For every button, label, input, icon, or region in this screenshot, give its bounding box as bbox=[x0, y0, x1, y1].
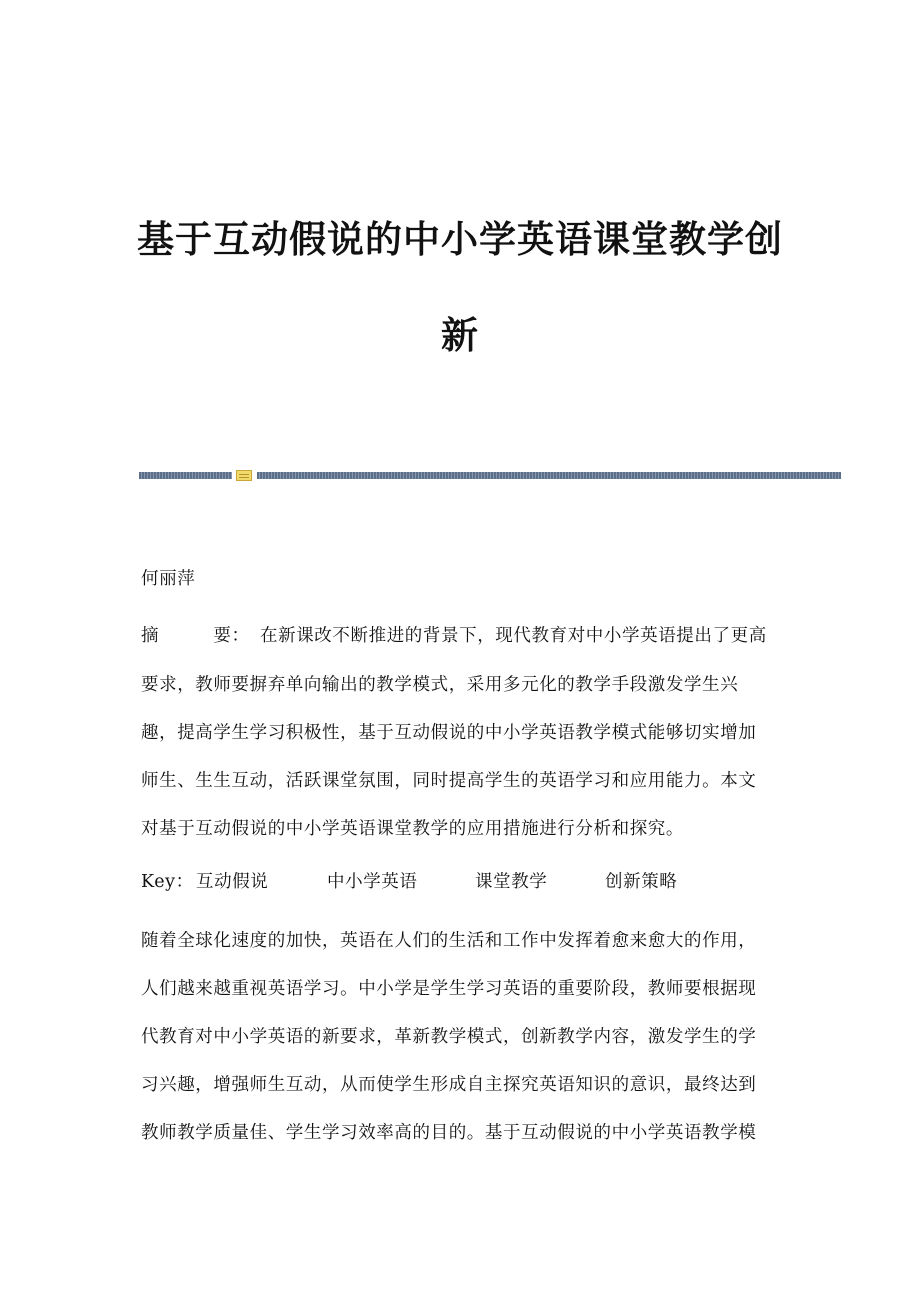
divider-bar-left bbox=[139, 472, 232, 479]
keyword: 互动假说 bbox=[196, 872, 269, 892]
author-name: 何丽萍 bbox=[141, 569, 196, 589]
abstract-line: 对基于互动假说的中小学英语课堂教学的应用措施进行分析和探究。 bbox=[141, 819, 684, 839]
abstract-line: 在新课改不断推进的背景下，现代教育对中小学英语提出了更高 bbox=[260, 626, 767, 646]
title-divider bbox=[139, 470, 841, 482]
body-line: 随着全球化速度的加快，英语在人们的生活和工作中发挥着愈来愈大的作用， bbox=[141, 931, 757, 951]
body-line: 代教育对中小学英语的新要求，革新教学模式，创新教学内容，激发学生的学 bbox=[141, 1027, 757, 1047]
document-title-line-1: 基于互动假说的中小学英语课堂教学创 bbox=[137, 218, 783, 261]
body-line: 习兴趣，增强师生互动，从而使学生形成自主探究英语知识的意识，最终达到 bbox=[141, 1075, 757, 1095]
body-line: 教师教学质量佳、学生学习效率高的目的。基于互动假说的中小学英语教学模 bbox=[141, 1123, 757, 1143]
abstract-line: 要求，教师要摒弃单向输出的教学模式，采用多元化的教学手段激发学生兴 bbox=[141, 675, 739, 695]
divider-bar-right bbox=[257, 472, 841, 479]
keyword: 课堂教学 bbox=[475, 872, 548, 892]
abstract-line: 师生、生生互动，活跃课堂氛围，同时提高学生的英语学习和应用能力。本文 bbox=[141, 771, 757, 791]
body-line: 人们越来越重视英语学习。中小学是学生学习英语的重要阶段，教师要根据现 bbox=[141, 979, 757, 999]
abstract-line: 趣，提高学生学习积极性，基于互动假说的中小学英语教学模式能够切实增加 bbox=[141, 723, 757, 743]
document-title-line-2: 新 bbox=[441, 314, 479, 357]
keyword: 创新策略 bbox=[605, 872, 678, 892]
keyword: 中小学英语 bbox=[327, 872, 418, 892]
divider-ornament-icon bbox=[236, 470, 252, 481]
keywords-label: Key： bbox=[141, 872, 194, 892]
abstract-label: 摘 要： bbox=[141, 626, 250, 646]
